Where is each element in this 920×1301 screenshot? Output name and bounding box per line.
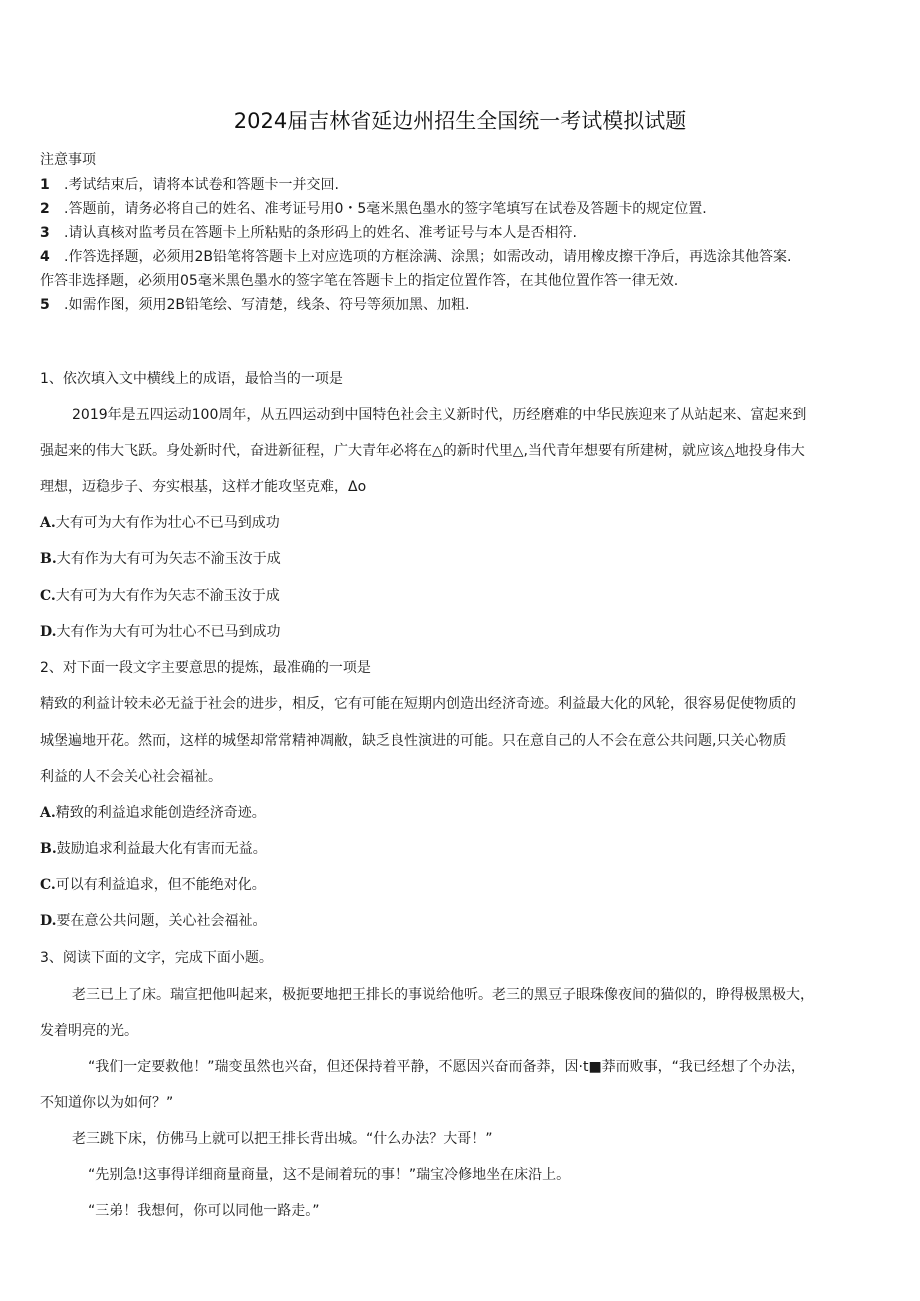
option-letter: D. xyxy=(40,913,57,929)
option-text: 要在意公共问题，关心社会福祉。 xyxy=(56,913,267,929)
notice-item-number: 3 xyxy=(40,225,50,241)
notice-heading: 注意事项 xyxy=(40,152,96,168)
question-3-paragraph-line: 老三已上了床。瑞宣把他叫起来，极扼要地把王排长的事说给他听。老三的黑豆子眼珠像夜间的猫似的，睁得极黑极大， xyxy=(72,987,814,1003)
option-letter: B. xyxy=(40,551,57,567)
notice-item-text: .作答选择题，必须用2B铅笔将答题卡上对应选项的方框涂满、涂黑；如需改动，请用橡皮擦干净后，再选涂其他答案. xyxy=(64,249,792,265)
question-1-passage-line: 理想，迈稳步子、夯实根基，这样才能攻坚克难，Δo xyxy=(40,479,367,495)
notice-item xyxy=(40,246,791,266)
question-1-passage-line: 强起来的伟大飞跃。身处新时代，奋进新征程，广大青年必将在△的新时代里△,当代青年想要有所建树，就应该△地投身伟大 xyxy=(40,443,805,459)
question-2-option-d xyxy=(40,910,267,930)
notice-item-text: .如需作图，须用2B铅笔绘、写清楚，线条、符号等须加黑、加粗. xyxy=(64,297,470,313)
option-text: 大有作为大有可为壮心不已马到成功 xyxy=(56,624,281,640)
question-2-option-c xyxy=(40,874,266,894)
notice-item-text: 作答非选择题，必须用05毫米黑色墨水的签字笔在答题卡上的指定位置作答，在其他位置作答一律无效. xyxy=(40,273,679,289)
option-text: 可以有利益追求，但不能绝对化。 xyxy=(55,877,266,893)
notice-item-text: .答题前，请务必将自己的姓名、准考证号用0・5毫米黑色墨水的签字笔填写在试卷及答题卡的规定位置. xyxy=(64,201,707,217)
question-3-paragraph-line: 老三跳下床，仿佛马上就可以把王排长背出城。“什么办法？大哥！” xyxy=(72,1131,493,1147)
notice-item-continuation xyxy=(40,270,678,290)
notice-item-number: 5 xyxy=(40,297,50,313)
notice-item-number: 2 xyxy=(40,201,50,217)
question-3-paragraph-line: 不知道你以为如何？” xyxy=(40,1095,174,1111)
question-3-paragraph-line: 发着明亮的光。 xyxy=(40,1023,138,1039)
option-text: 大有可为大有作为矢志不渝玉汝于成 xyxy=(55,588,280,604)
notice-item-number: 4 xyxy=(40,249,50,265)
option-letter: D. xyxy=(40,624,57,640)
question-3-paragraph-line: “三弟！我想何，你可以同他一路走。” xyxy=(88,1203,320,1219)
question-2-passage-line: 精致的利益计较未必无益于社会的进步，相反，它有可能在短期内创造出经济奇迹。利益最大化的风轮，很容易促使物质的 xyxy=(40,696,796,712)
option-letter: B. xyxy=(40,841,57,857)
notice-item xyxy=(40,222,577,242)
question-2-option-a xyxy=(40,802,266,822)
question-1-stem: 1、依次填入文中横线上的成语，最恰当的一项是 xyxy=(40,371,343,387)
option-text: 精致的利益追求能创造经济奇迹。 xyxy=(55,805,266,821)
notice-item-text: .请认真核对监考员在答题卡上所粘贴的条形码上的姓名、准考证号与本人是否相符. xyxy=(64,225,577,241)
notice-item-text: .考试结束后，请将本试卷和答题卡一并交回. xyxy=(64,177,339,193)
question-2-option-b xyxy=(40,838,267,858)
question-1-option-a xyxy=(40,512,280,532)
notice-item xyxy=(40,198,707,218)
question-2-stem: 2、对下面一段文字主要意思的提炼，最准确的一项是 xyxy=(40,660,371,676)
page-title: 2024届吉林省延边州招生全国统一考试模拟试题 xyxy=(233,109,687,133)
option-letter: C. xyxy=(40,588,56,604)
option-text: 大有可为大有作为壮心不已马到成功 xyxy=(55,515,280,531)
option-letter: A. xyxy=(40,805,56,821)
notice-item xyxy=(40,174,339,194)
question-2-passage-line: 城堡遍地开花。然而，这样的城堡却常常精神凋敝，缺乏良性演进的可能。只在意自己的人不会在意公共问题,只关心物质 xyxy=(40,733,787,749)
question-1-passage-line: 2019年是五四运动100周年，从五四运动到中国特色社会主义新时代，历经磨难的中华民族迎来了从站起来、富起来到 xyxy=(72,407,807,423)
notice-item-number: 1 xyxy=(40,177,50,193)
question-1-option-c xyxy=(40,585,280,605)
option-text: 鼓励追求利益最大化有害而无益。 xyxy=(56,841,267,857)
question-2-passage-line: 利益的人不会关心社会福祉。 xyxy=(40,769,222,785)
question-3-paragraph-line: “先别急!这事得详细商量商量，这不是闹着玩的事！”瑞宝冷修地坐在床沿上。 xyxy=(88,1167,571,1183)
question-1-option-b xyxy=(40,548,281,568)
question-1-option-d xyxy=(40,621,281,641)
question-3-paragraph-line: “我们一定要救他！”瑞变虽然也兴奋，但还保持着平静，不愿因兴奋而备莽，因·t■莽而败事，“我已经想了个办法， xyxy=(88,1059,805,1075)
option-letter: C. xyxy=(40,877,56,893)
question-3-stem: 3、阅读下面的文字，完成下面小题。 xyxy=(40,950,273,966)
option-letter: A. xyxy=(40,515,56,531)
option-text: 大有作为大有可为矢志不渝玉汝于成 xyxy=(56,551,281,567)
notice-item xyxy=(40,294,469,314)
